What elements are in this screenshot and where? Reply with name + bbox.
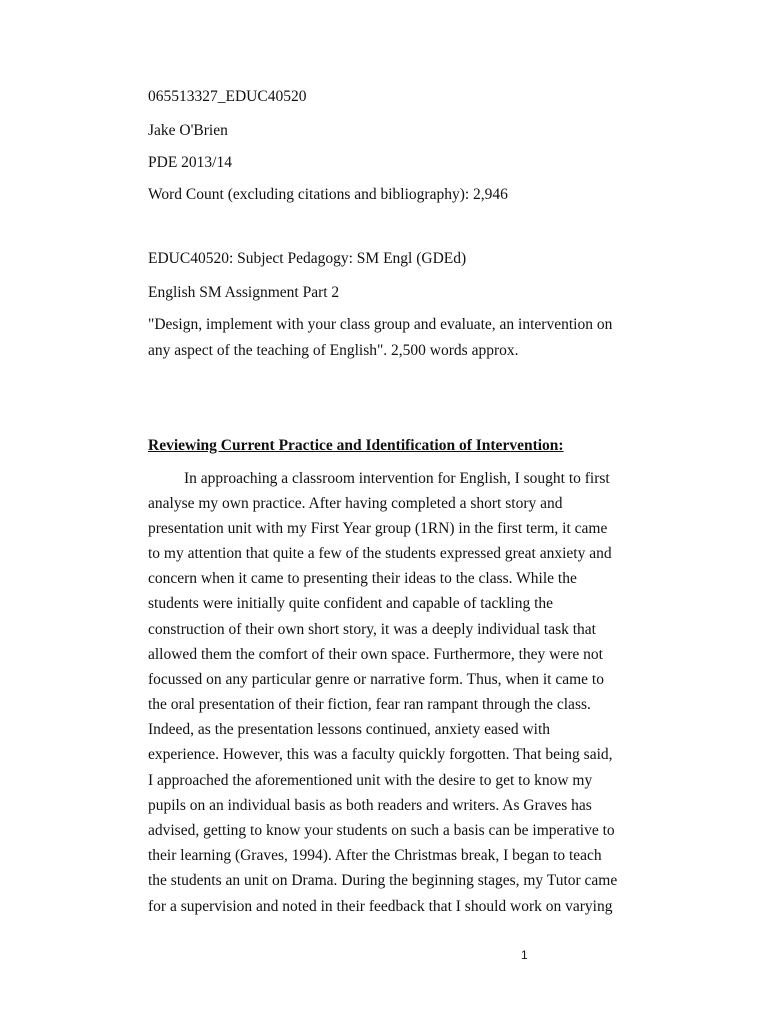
body-line: construction of their own short story, it was a deeply individual task that bbox=[148, 621, 596, 638]
assignment-prompt-line: "Design, implement with your class group and evaluate, an intervention on bbox=[148, 316, 613, 333]
body-line: analyse my own practice. After having completed a short story and bbox=[148, 495, 563, 512]
assignment-title: English SM Assignment Part 2 bbox=[148, 284, 340, 301]
body-line: pupils on an individual basis as both readers and writers. As Graves has bbox=[148, 797, 592, 814]
body-line: experience. However, this was a faculty quickly forgotten. That being said, bbox=[148, 746, 613, 763]
body-line: the oral presentation of their fiction, fear ran rampant through the class. bbox=[148, 696, 591, 713]
assignment-prompt-line: any aspect of the teaching of English". 2,500 words approx. bbox=[148, 342, 519, 359]
body-line: their learning (Graves, 1994). After the Christmas break, I began to teach bbox=[148, 847, 602, 864]
body-line: students were initially quite confident and capable of tackling the bbox=[148, 595, 554, 612]
body-line: for a supervision and noted in their feedback that I should work on varying bbox=[148, 898, 613, 915]
body-line: advised, getting to know your students on such a basis can be imperative to bbox=[148, 822, 615, 839]
body-line: allowed them the comfort of their own space. Furthermore, they were not bbox=[148, 646, 603, 663]
page-number: 1 bbox=[521, 948, 528, 962]
body-line: In approaching a classroom intervention for English, I sought to first bbox=[184, 470, 610, 487]
body-line: concern when it came to presenting their ideas to the class. While the bbox=[148, 570, 577, 587]
body-line: Indeed, as the presentation lessons continued, anxiety eased with bbox=[148, 721, 551, 738]
body-line: I approached the aforementioned unit with the desire to get to know my bbox=[148, 772, 593, 789]
body-line: focussed on any particular genre or narrative form. Thus, when it came to bbox=[148, 671, 604, 688]
author-name: Jake O'Brien bbox=[148, 122, 228, 139]
programme: PDE 2013/14 bbox=[148, 154, 232, 171]
section-heading: Reviewing Current Practice and Identification of Intervention: bbox=[148, 437, 564, 454]
module-title: EDUC40520: Subject Pedagogy: SM Engl (GDEd) bbox=[148, 250, 467, 267]
student-id: 065513327_EDUC40520 bbox=[148, 88, 307, 105]
body-line: presentation unit with my First Year group (1RN) in the first term, it came bbox=[148, 520, 608, 537]
body-line: to my attention that quite a few of the students expressed great anxiety and bbox=[148, 545, 612, 562]
body-line: the students an unit on Drama. During the beginning stages, my Tutor came bbox=[148, 872, 618, 889]
word-count: Word Count (excluding citations and bibliography): 2,946 bbox=[148, 186, 508, 203]
